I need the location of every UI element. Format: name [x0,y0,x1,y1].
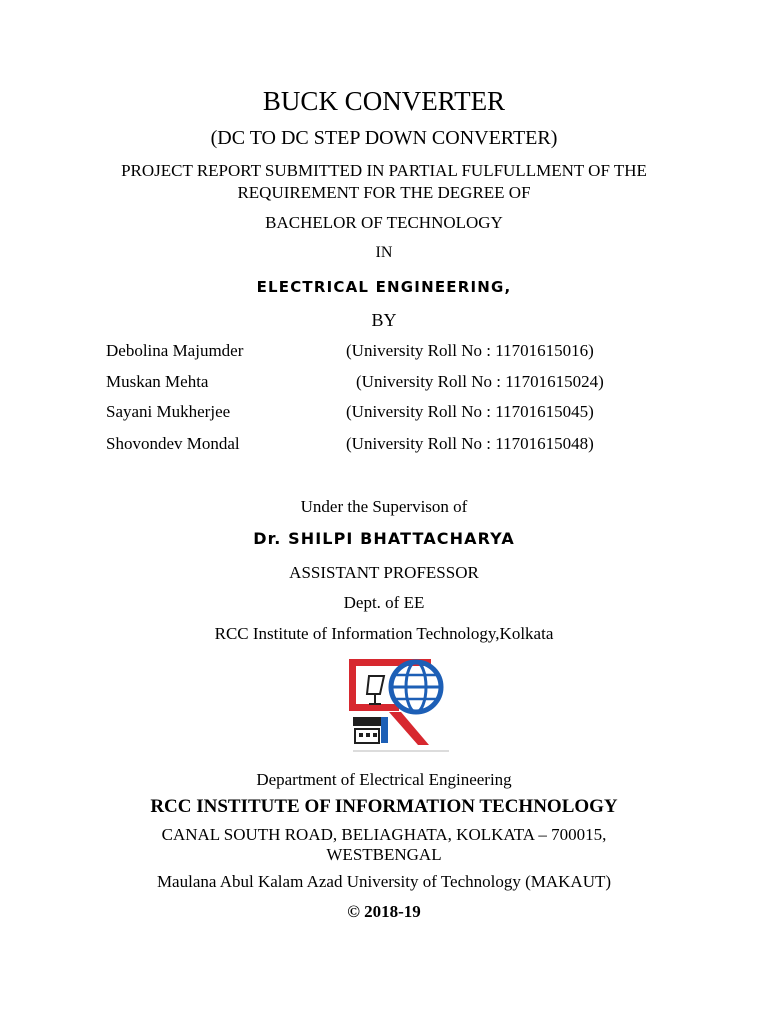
report-title: BUCK CONVERTER [262,86,506,116]
supervision-label: Under the Supervison of [300,497,468,516]
logo-blue-pillar [381,717,388,743]
address-line-2: WESTBENGAL [326,845,442,864]
supervisor-department: Dept. of EE [343,593,425,612]
requirement-line-1: PROJECT REPORT SUBMITTED IN PARTIAL FULFULLMENT OF THE [121,161,647,180]
logo-building-window [359,733,363,737]
student-row [0,435,768,459]
institute-name: RCC INSTITUTE OF INFORMATION TECHNOLOGY [150,796,618,817]
student-row [0,373,768,397]
department-name: Department of Electrical Engineering [256,770,512,789]
supervisor-institute: RCC Institute of Information Technology,Kolkata [214,624,554,643]
institute-logo [345,656,455,758]
supervisor-name: Dr. SHILPI BHATTACHARYA [253,529,515,548]
report-subtitle: (DC TO DC STEP DOWN CONVERTER) [210,127,558,149]
student-name: Debolina Majumder [106,341,244,360]
student-roll-number: (University Roll No : 11701615024) [356,372,604,391]
in-line: IN [375,244,393,261]
logo-red-left-bar [349,659,356,711]
student-roll-number: (University Roll No : 11701615048) [346,434,594,453]
degree-line: BACHELOR OF TECHNOLOGY [265,213,503,232]
logo-building-window [373,733,377,737]
address-line-1: CANAL SOUTH ROAD, BELIAGHATA, KOLKATA – 700015, [161,825,607,844]
student-roll-number: (University Roll No : 11701615016) [346,341,594,360]
student-name: Shovondev Mondal [106,434,240,453]
student-name: Sayani Mukherjee [106,402,231,421]
logo-satellite-dish-icon [367,676,384,694]
logo-red-bottom-bar [349,704,399,711]
logo-red-leg [389,712,429,745]
requirement-line-2: REQUIREMENT FOR THE DEGREE OF [237,183,531,202]
student-name: Muskan Mehta [106,372,209,391]
logo-building-roof [353,717,381,726]
logo-building-window [366,733,370,737]
supervisor-designation: ASSISTANT PROFESSOR [289,563,479,582]
department-heading: ELECTRICAL ENGINEERING, [256,278,512,296]
student-roll-number: (University Roll No : 11701615045) [346,402,594,421]
student-row [0,403,768,427]
student-row [0,342,768,366]
copyright-line: © 2018-19 [347,902,421,921]
university-name: Maulana Abul Kalam Azad University of Technology (MAKAUT) [156,872,612,891]
by-line: BY [371,310,397,330]
